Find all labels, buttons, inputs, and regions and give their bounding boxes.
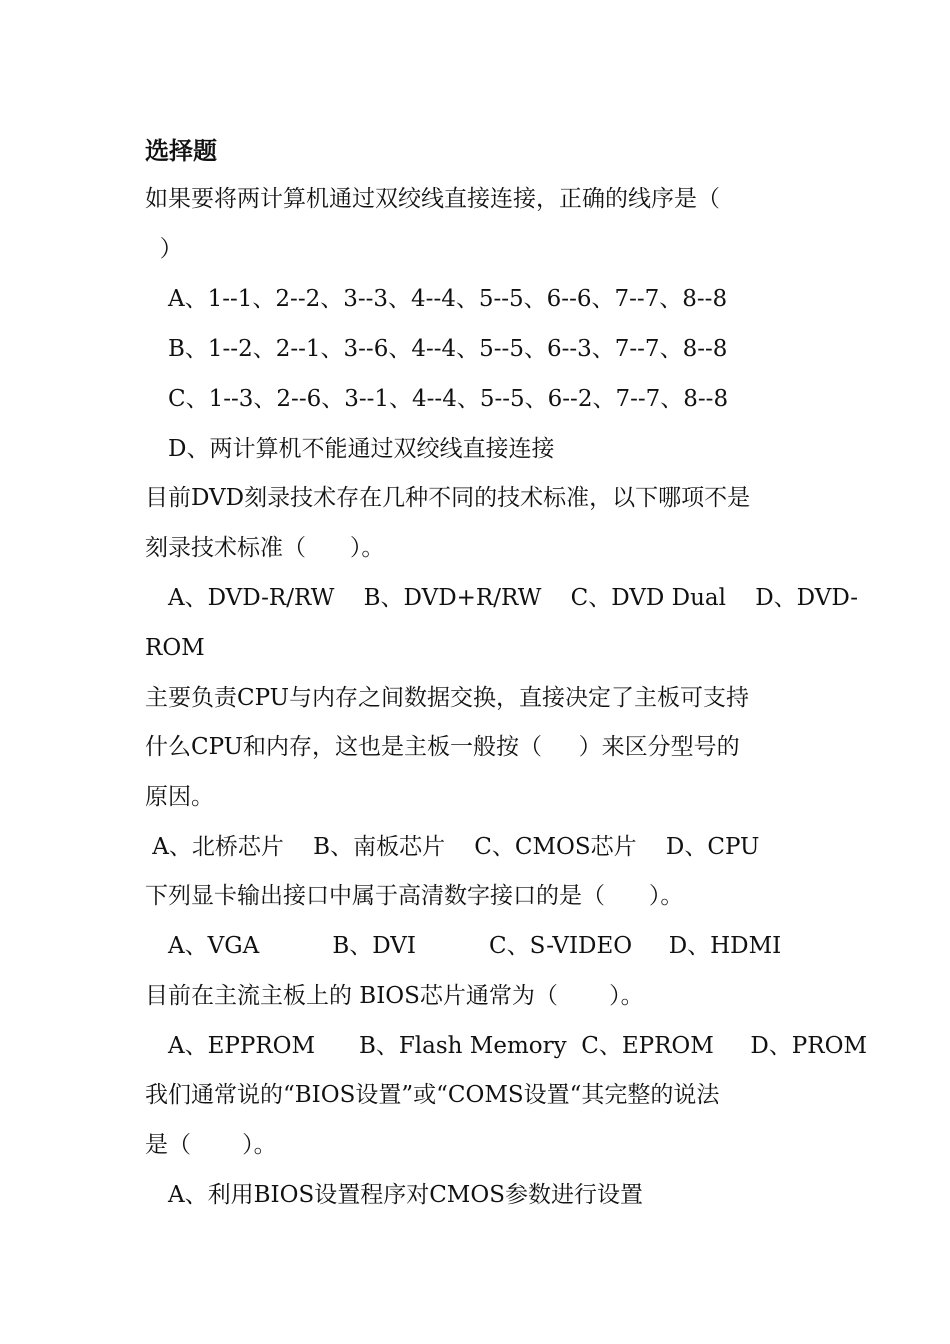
question-2-options: A、DVD-R/RW B、DVD+R/RW C、DVD Dual D、DVD- — [168, 585, 858, 611]
question-3-options: A、北桥芯片 B、南板芯片 C、CMOS芯片 D、CPU — [145, 834, 760, 860]
question-3-stem-line-3: 原因。 — [145, 784, 214, 810]
question-2-stem-line-1: 目前DVD刻录技术存在几种不同的技术标准，以下哪项不是 — [145, 485, 751, 511]
question-6-stem-line-1: 我们通常说的“BIOS设置”或“COMS设置“其完整的说法 — [145, 1082, 720, 1108]
question-1-option-c: C、1--3、2--6、3--1、4--4、5--5、6--2、7--7、8--8 — [168, 386, 729, 412]
question-3-stem-line-1: 主要负责CPU与内存之间数据交换，直接决定了主板可支持 — [145, 685, 750, 711]
question-2-stem-line-2: 刻录技术标准（ ）。 — [145, 535, 385, 561]
section-title: 选择题 — [145, 136, 217, 165]
question-2-options-wrap: ROM — [145, 635, 205, 661]
question-4-stem: 下列显卡输出接口中属于高清数字接口的是（ ）。 — [145, 883, 684, 909]
question-1-option-b: B、1--2、2--1、3--6、4--4、5--5、6--3、7--7、8--8 — [168, 336, 728, 362]
question-6-stem-line-2: 是（ ）。 — [145, 1132, 277, 1158]
question-1-option-d: D、两计算机不能通过双绞线直接连接 — [168, 436, 555, 462]
question-1-stem-line-1: 如果要将两计算机通过双绞线直接连接，正确的线序是（ — [145, 186, 720, 212]
question-6-option-a: A、利用BIOS设置程序对CMOS参数进行设置 — [168, 1182, 643, 1208]
question-1-option-a: A、1--1、2--2、3--3、4--4、5--5、6--6、7--7、8--8 — [168, 286, 728, 312]
question-5-options: A、EPPROM B、Flash Memory C、EPROM D、PROM — [168, 1033, 868, 1059]
question-1-stem-line-2: ） — [145, 236, 183, 262]
question-4-options: A、VGA B、DVI C、S-VIDEO D、HDMI — [168, 933, 782, 959]
question-3-stem-line-2: 什么CPU和内存，这也是主板一般按（ ）来区分型号的 — [145, 734, 740, 760]
question-5-stem: 目前在主流主板上的 BIOS芯片通常为（ ）。 — [145, 983, 644, 1009]
